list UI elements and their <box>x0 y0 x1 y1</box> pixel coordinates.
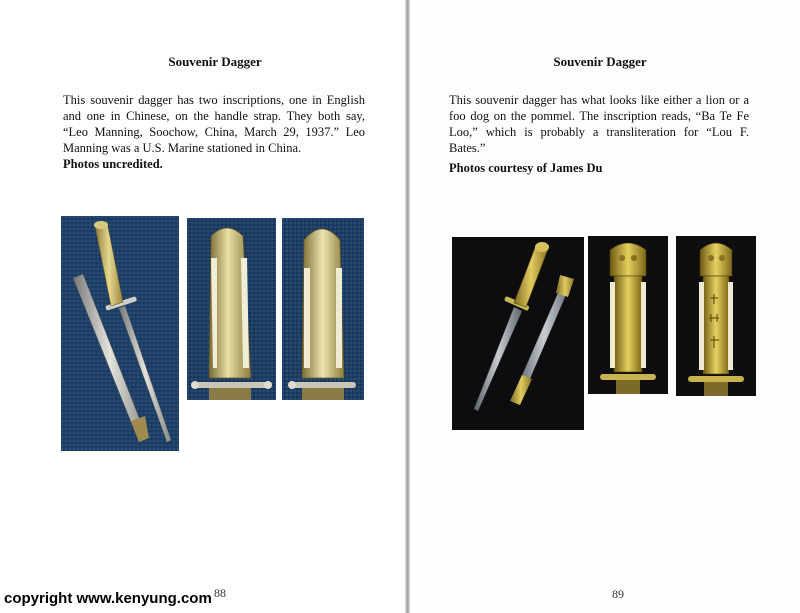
brass-dagger-and-scabbard-photo <box>452 237 584 430</box>
foo-dog-pommel-photo <box>588 236 668 394</box>
right-page-title: Souvenir Dagger <box>553 54 647 69</box>
right-page-number: 89 <box>612 587 624 601</box>
handle-english-inscription-photo <box>187 218 276 400</box>
left-page-number: 88 <box>214 586 226 600</box>
right-page <box>410 0 800 613</box>
left-page-body <box>63 92 365 172</box>
handle-chinese-inscription-photo <box>282 218 364 400</box>
copyright-watermark: copyright www.kenyung.com <box>4 590 212 607</box>
left-page-photo-credit: Photos uncredited. <box>63 157 163 171</box>
right-page-photo-credit: Photos courtesy of James Du <box>449 161 603 175</box>
left-page-title: Souvenir Dagger <box>168 54 262 69</box>
inscribed-handle-photo <box>676 236 756 396</box>
right-page-body <box>449 92 749 176</box>
dagger-and-scabbard-photo <box>61 216 179 451</box>
left-page-paragraph: This souvenir dagger has two inscriptions, one in English and one in Chinese, on the handle strap. They both say, “Leo Manning, Soochow, China, March 29, 1937.” Leo Manning was a U.S. Marine stationed in China. <box>63 93 365 155</box>
right-page-paragraph: This souvenir dagger has what looks like either a lion or a foo dog on the pommel. The inscription reads, “Ba Te Fe Loo,” which is probably a transliteration for “Lou F. Bates.” <box>449 93 749 155</box>
